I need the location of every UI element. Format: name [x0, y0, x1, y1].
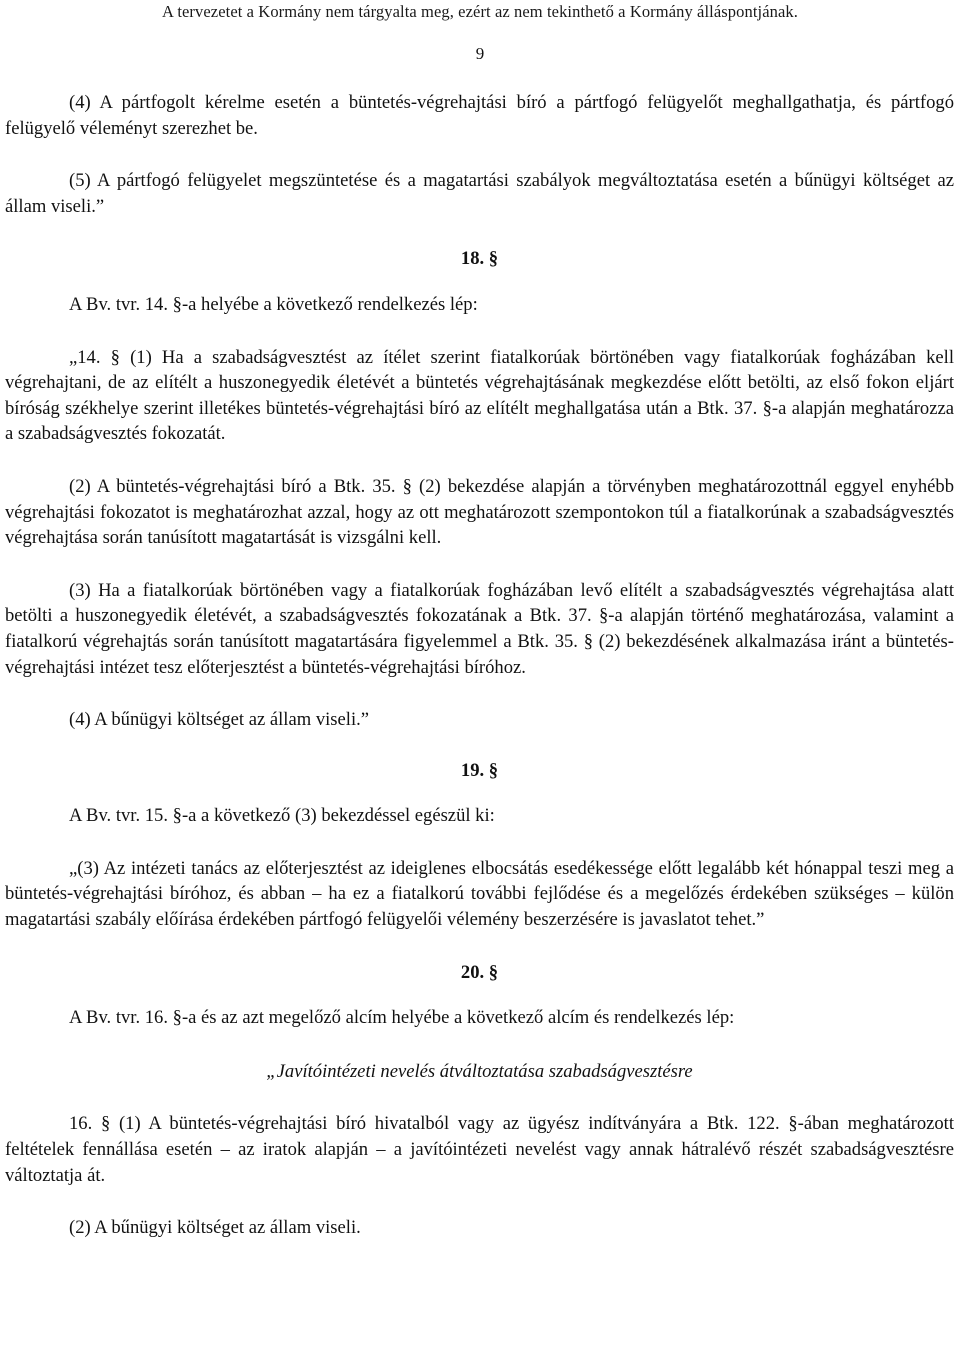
section-20-paragraph-2: (2) A bűnügyi költséget az állam viseli. [69, 1217, 361, 1239]
section-18-heading: 18. § [460, 248, 499, 270]
section-20-paragraph-1: 16. § (1) A büntetés-végrehajtási bíró hivatalból vagy az ügyész indítványára a Btk. 122. §-ában meghatározott feltételek fennállása esetén – az iratok alapján – a javítóintézeti nevelést vagy annak hátralévő részét szabadságvesztésre változtatja át. [5, 1113, 954, 1186]
section-20-intro: A Bv. tvr. 16. §-a és az azt megelőző alcím helyébe a következő alcím és rendelkezés lép: [69, 1007, 735, 1029]
draft-notice-header: A tervezetet a Kormány nem tárgyalta meg, ezért az nem tekinthető a Kormány álláspontjának. [161, 2, 798, 21]
paragraph-4: (4) A pártfogolt kérelme esetén a büntetés-végrehajtási bíró a pártfogó felügyelőt meghallgathatja, és pártfogó felügyelő véleményt szerezhet be. [5, 92, 954, 139]
page-number: 9 [475, 44, 485, 63]
section-19-heading: 19. § [460, 759, 499, 781]
section-18-paragraph-2: (2) A büntetés-végrehajtási bíró a Btk. 35. § (2) bekezdése alapján a törvényben meghatározottnál eggyel enyhébb végrehajtási fokozatot is meghatározhat azzal, hogy az ott meghatározott szempontokon túl a fiatalkorúnak a szabadságvesztés végrehajtása során tanúsított magatartását is vizsgálni kell. [5, 475, 954, 549]
document-body [5, 90, 954, 1241]
section-20-subtitle: „Javítóintézeti nevelés átváltoztatása szabadságvesztésre [266, 1060, 693, 1082]
section-18-paragraph-3: (3) Ha a fiatalkorúak börtönében vagy a fiatalkorúak fogházában levő elítélt a szabadságvesztés végrehajtása alatt betölti a huszonegyedik életévét, a szabadságvesztés fokozatának a Btk. 37. §-a alapján történő meghatározása, valamint a fiatalkorú végrehajtás során tanúsított magatartására figyelemmel a Btk. 35. § (2) bekezdésének alkalmazása iránt a büntetés-végrehajtási intézet tesz előterjesztést a büntetés-végrehajtási bíróhoz. [5, 579, 954, 678]
section-19-paragraph-1: „(3) Az intézeti tanács az előterjesztést az ideiglenes elbocsátás esedékessége előtt legalább két hónappal teszi meg a büntetés-végrehajtási bíróhoz, és abban – ha ez a fiatalkorú további fejlődése és a megelőzés érdekében szükséges – külön magatartási szabály előírása érdekében pártfogó felügyelői vélemény beszerzésére is javaslatot tehet.” [5, 857, 954, 931]
section-18-intro: A Bv. tvr. 14. §-a helyébe a következő rendelkezés lép: [69, 293, 478, 315]
section-18-paragraph-1: „14. § (1) Ha a szabadságvesztést az ítélet szerint fiatalkorúak börtönében vagy fiatalkorúak fogházában kell végrehajtani, de az elítélt a huszonegyedik életévét a büntetés végrehajtásának megkezdése előtt betölti, az első fokon eljárt bíróság székhelye szerint illetékes büntetés-végrehajtási bíró az elítélt meghallgatása után a Btk. 37. §-a alapján meghatározza a szabadságvesztés fokozatát. [5, 346, 954, 445]
section-18-paragraph-4: (4) A bűnügyi költséget az állam viseli.” [69, 709, 370, 731]
section-19-intro: A Bv. tvr. 15. §-a a következő (3) bekezdéssel egészül ki: [69, 805, 495, 827]
section-20-heading: 20. § [460, 961, 499, 983]
paragraph-5: (5) A pártfogó felügyelet megszüntetése és a magatartási szabályok megváltoztatása esetén a bűnügyi költséget az állam viseli.” [5, 170, 954, 217]
